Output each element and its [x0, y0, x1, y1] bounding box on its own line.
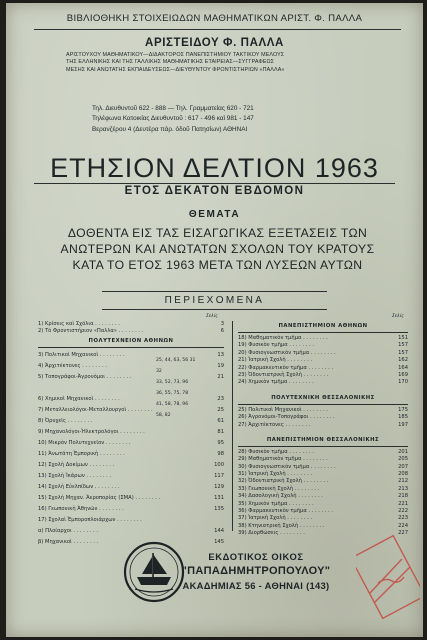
- toc-entry: [238, 493, 408, 500]
- toc-entry-label: 6) Χημικοὶ Μηχανικοὶ . . . . . . . .: [38, 395, 120, 402]
- toc-entry: [238, 515, 408, 522]
- home-phone-line: Τηλέφωνα Κατοικίας Διευθυντοῦ : 617 - 496 καὶ 981 - 147: [92, 115, 254, 123]
- toc-entry: [38, 405, 224, 416]
- toc-section-title: ΠΑΝΕΠΙΣΤΗΜΙΟΝ ΑΘΗΝΩΝ: [278, 323, 368, 329]
- toc-entry: [238, 414, 408, 421]
- toc-entry-label: 28) Φυσικὸν τμῆμα . . . . . . . .: [238, 448, 314, 455]
- themata-heading: ΘΕΜΑΤΑ: [188, 209, 241, 220]
- toc-entry: [38, 460, 224, 471]
- toc-entry-label: 34) Δασολογικὴ Σχολὴ . . . . . . . .: [238, 493, 323, 500]
- toc-section-title: ΠΟΛΥΤΕΧΝΕΙΟΝ ΑΘΗΝΩΝ: [88, 337, 174, 344]
- toc-entry-label: 39) Διορθώσεις . . . . . . . .: [238, 530, 305, 537]
- toc-entry-page: 213: [398, 485, 408, 492]
- toc-entry-page: 170: [398, 379, 408, 386]
- contents-heading: ΠΕΡΙΕΧΟΜΕΝΑ: [164, 295, 265, 306]
- toc-entry-label: 27) Ἀρχιτέκτονες . . . . . . . .: [238, 421, 311, 428]
- toc-entry-label: 4) Ἀρχιτέκτονες . . . . . . . .: [38, 362, 107, 369]
- toc-entry: [38, 471, 224, 482]
- toc-entry-page: 157: [398, 342, 408, 349]
- toc-entry-subpages: 41, 58, 78, 96: [156, 401, 189, 407]
- toc-entry-page: 13: [217, 351, 224, 358]
- toc-entry: [38, 493, 224, 504]
- publisher-address: ΑΚΑΔΗΜΙΑΣ 56 - ΑΘΗΝΑΙ (143): [182, 580, 330, 591]
- toc-entry-page: 185: [398, 414, 408, 421]
- toc-entry-label: 37) Ἰατρικὴ Σχολὴ . . . . . . . .: [238, 515, 313, 522]
- topic-description: [34, 225, 401, 273]
- toc-right-column: [238, 321, 408, 544]
- toc-entry-label: 32) Ὀδοντιατρικὴ Σχολὴ . . . . . . . .: [238, 478, 329, 485]
- toc-entry: [38, 372, 224, 383]
- toc-entry-subpages: 58, 82: [156, 412, 171, 418]
- toc-entry: [238, 501, 408, 508]
- toc-entry-label: 20) Φυσιογνωστικὸν τμῆμα . . . . . . . .: [238, 349, 336, 356]
- toc-left-column: [38, 321, 224, 548]
- toc-entry-label: 1) Κρίσεις καὶ Σχόλια . . . . . . . .: [38, 321, 120, 327]
- toc-entry: [38, 515, 224, 526]
- phone-line: Τηλ. Διευθυντοῦ 622 - 888 — Τηλ. Γραμματείας 620 - 721: [92, 105, 254, 112]
- red-ink-stamp: [356, 533, 420, 623]
- toc-entry-label: 10) Μικρὸν Πολυτεχνεῖον . . . . . . . .: [38, 439, 131, 446]
- toc-entry-subpages: 25, 44, 63, 56 31: [156, 357, 196, 363]
- toc-entry: [38, 427, 224, 438]
- toc-entry-label: 38) Κτηνιατρικὴ Σχολὴ . . . . . . . .: [238, 522, 325, 529]
- toc-entry-label: α) Πλοίαρχοι . . . . . . . .: [38, 527, 99, 534]
- toc-entry: [38, 504, 224, 515]
- toc-entry-page: 212: [398, 478, 408, 485]
- contents-rule-bottom: [102, 309, 327, 310]
- publisher-label: ΕΚΔΟΤΙΚΟΣ ΟΙΚΟΣ: [208, 551, 304, 562]
- toc-entry-page: 117: [214, 472, 224, 479]
- toc-entry-page: 98: [217, 450, 224, 457]
- toc-entry-page: 227: [398, 530, 408, 537]
- toc-entry-label: 24) Χημικὸν τμῆμα . . . . . . . .: [238, 379, 314, 386]
- toc-entry-label: 35) Χημικὸν τμῆμα . . . . . . . .: [238, 500, 314, 507]
- series-title: ΒΙΒΛΙΟΘΗΚΗ ΣΤΟΙΧΕΙΩΔΩΝ ΜΑΘΗΜΑΤΙΚΩΝ ΑΡΙΣΤ. Φ. ΠΑΛΛΑ: [66, 13, 363, 24]
- toc-entry-page: 21: [217, 373, 224, 380]
- toc-entry-label: 36) Φαρμακευτικὸν τμῆμα . . . . . . . .: [238, 508, 334, 515]
- toc-entry-page: 157: [398, 349, 408, 356]
- toc-entry: [238, 464, 408, 471]
- toc-entry-label: 14) Σχολὴ Εὐελπίδων . . . . . . . .: [38, 483, 120, 490]
- toc-entry: [38, 526, 224, 537]
- toc-section-rule: [238, 332, 408, 333]
- toc-entry-subpages: 36, 55, 75, 78: [156, 390, 189, 396]
- toc-entry-label: 26) Ἀγρονόμοι-Τοπογράφοι . . . . . . . .: [238, 414, 335, 421]
- page-column-label-left: Σελίς: [206, 314, 218, 319]
- toc-entry: [38, 350, 224, 361]
- toc-entry-subpages: 33, 52, 73, 96: [156, 379, 189, 385]
- toc-entry: [38, 482, 224, 493]
- toc-entry: [38, 383, 224, 394]
- toc-entry-page: 175: [398, 406, 408, 413]
- toc-entry-page: 207: [398, 463, 408, 470]
- toc-entry-page: 145: [214, 538, 224, 545]
- toc-entry-page: 100: [214, 461, 224, 468]
- toc-entry-label: 2) Τὸ Φροντιστήριον «Παλλα» . . . . . . . .: [38, 328, 144, 335]
- main-title: ΕΤΗΣΙΟΝ ΔΕΛΤΙΟΝ 1963: [50, 153, 379, 183]
- toc-entry-label: 23) Ὀδοντιατρικὴ Σχολὴ . . . . . . . .: [238, 371, 329, 378]
- toc-entry-label: 5) Τοπογράφοι-Ἀγρονόμοι . . . . . . . .: [38, 373, 132, 380]
- toc-entry-page: 151: [398, 335, 408, 341]
- toc-entry: [238, 365, 408, 372]
- toc-entry: [238, 342, 408, 349]
- toc-entry-page: 222: [398, 508, 408, 515]
- toc-entry-page: 6: [220, 328, 224, 335]
- toc-entry: [238, 379, 408, 386]
- topic-line: ΔΟΘΕΝΤΑ ΕΙΣ ΤΑΣ ΕΙΣΑΓΩΓΙΚΑΣ ΕΞΕΤΑΣΕΙΣ ΤΩΝ: [67, 226, 368, 240]
- toc-entry-page: 135: [214, 505, 224, 512]
- credential-line: ΤΗΣ ΕΛΛΗΝΙΚΗΣ ΚΑΙ ΤΗΣ ΓΑΛΛΙΚΗΣ ΜΑΘΗΜΑΤΙΚΗΣ ΕΤΑΙΡΕΙΑΣ—ΣΥΓΓΡΑΦΕΩΣ: [66, 59, 275, 66]
- toc-entry-label: 17) Σχολαὶ Ἐμποροπλοιάρχων . . . . . . . .: [38, 516, 142, 523]
- toc-section-rule: [238, 446, 408, 447]
- toc-entry-label: 33) Γεωπονικὴ Σχολὴ . . . . . . . .: [238, 485, 320, 492]
- toc-entry-label: 7) Μεταλλειολόγοι-Μεταλλουργοὶ . . . . . . . .: [38, 406, 153, 413]
- toc-entry-label: 31) Ἰατρικὴ Σχολὴ . . . . . . . .: [238, 471, 313, 478]
- toc-entry-label: 9) Μηχανολόγοι-Ἠλεκτρολόγοι . . . . . . . .: [38, 428, 145, 435]
- toc-entry: [238, 478, 408, 485]
- toc-entry-page: 197: [398, 421, 408, 428]
- toc-entry-label: 11) Ἀνωτάτη Ἐμπορικὴ . . . . . . . .: [38, 450, 125, 457]
- toc-section-title: ΠΑΝΕΠΙΣΤΗΜΙΟΝ ΘΕΣΣΑΛΟΝΙΚΗΣ: [266, 436, 380, 443]
- author-name: ΑΡΙΣΤΕΙΔΟΥ Φ. ΠΑΛΛΑ: [145, 37, 284, 49]
- toc-entry-label: 21) Ἰατρικὴ Σχολὴ . . . . . . . .: [238, 357, 313, 364]
- publisher-block: [171, 551, 341, 591]
- toc-entry-page: 81: [217, 428, 224, 435]
- top-rule: [34, 29, 401, 30]
- author-credentials: [66, 52, 386, 74]
- toc-entry-page: 144: [214, 527, 224, 534]
- toc-entry-page: 19: [217, 362, 224, 369]
- page-column-label-right: Σελίς: [392, 314, 404, 319]
- topic-line: ΚΑΤΑ ΤΟ ΕΤΟΣ 1963 ΜΕΤΑ ΤΩΝ ΛΥΣΕΩΝ ΑΥΤΩΝ: [72, 258, 363, 272]
- toc-entry: [38, 361, 224, 372]
- toc-entry: [238, 422, 408, 429]
- toc-entry-page: 61: [217, 417, 224, 424]
- toc-entry-label: 13) Σχολὴ Ἰκάρων . . . . . . . .: [38, 472, 112, 479]
- contact-info: [92, 104, 392, 135]
- toc-entry-page: 201: [398, 448, 408, 455]
- toc-entry-label: β) Μηχανικοὶ . . . . . . . .: [38, 538, 99, 545]
- toc-entry-page: 208: [398, 471, 408, 478]
- toc-entry-label: 3) Πολιτικοὶ Μηχανικοὶ . . . . . . . .: [38, 351, 125, 358]
- toc-entry: [38, 328, 224, 335]
- toc-entry-label: 15) Σχολὴ Μηχαν. Ἀεροπορίας (ΣΜΑ) . . . . . . . .: [38, 494, 161, 501]
- toc-entry-label: 25) Πολιτικοὶ Μηχανικοὶ . . . . . . . .: [238, 406, 328, 413]
- credential-line: ΑΡΙΣΤΟΥΧΟΥ ΜΑΘΗΜΑΤΙΚΟΥ—ΔΙΔΑΚΤΟΡΟΣ ΠΑΝΕΠΙΣΤΗΜΙΟΥ ΤΑΚΤΙΚΟΥ ΜΕΛΟΥΣ: [66, 52, 285, 58]
- toc-entry-label: 18) Μαθηματικὸν τμῆμα . . . . . . . .: [238, 335, 328, 341]
- toc-entry-label: 29) Μαθηματικὸν τμῆμα . . . . . . . .: [238, 456, 328, 463]
- topic-line: ΑΝΩΤΕΡΩΝ ΚΑΙ ΑΝΩΤΑΤΩΝ ΣΧΟΛΩΝ ΤΟΥ ΚΡΑΤΟΥΣ: [60, 242, 375, 256]
- toc-divider: [232, 321, 233, 531]
- toc-entry-page: 162: [398, 357, 408, 364]
- toc-entry: [38, 394, 224, 405]
- credential-line: ΜΕΣΗΣ ΚΑΙ ΑΝΩΤΑΤΗΣ ΕΚΠΑΙΔΕΥΣΕΩΣ—ΔΙΕΥΘΥΝΤΟΥ ΦΡΟΝΤΙΣΤΗΡΙΩΝ «ΠΑΛΛΑ»: [66, 66, 285, 73]
- toc-entry: [38, 438, 224, 449]
- toc-section-title: ΠΟΛΥΤΕΧΝΙΚΗ ΘΕΣΣΑΛΟΝΙΚΗΣ: [271, 394, 375, 401]
- toc-entry: [38, 449, 224, 460]
- toc-entry: [238, 357, 408, 364]
- toc-entry-page: 129: [214, 483, 224, 490]
- toc-entry-page: 169: [398, 371, 408, 378]
- toc-entry-page: 95: [217, 439, 224, 446]
- toc-entry-page: 218: [398, 493, 408, 500]
- toc-section-rule: [38, 347, 224, 348]
- toc-entry-label: 22) Φαρμακευτικὸν τμῆμα . . . . . . . .: [238, 364, 334, 371]
- toc-entry-page: 23: [217, 395, 224, 402]
- toc-entry-page: 131: [214, 494, 224, 501]
- toc-entry-page: 164: [398, 364, 408, 371]
- toc-section-rule: [238, 404, 408, 405]
- toc-entry-page: 25: [217, 406, 224, 413]
- toc-entry-label: 30) Φυσιογνωστικὸν τμῆμα . . . . . . . .: [238, 463, 336, 470]
- toc-entry-subpages: 32: [156, 368, 162, 374]
- toc-entry-page: 224: [398, 522, 408, 529]
- toc-entry: [238, 456, 408, 463]
- address-line: Βερανζέρου 4 (Δευτέρα πάρ. ὁδοῦ Πατησίων) ΑΘΗΝΑΙ: [92, 125, 248, 133]
- contents-rule-top: [102, 291, 327, 292]
- subtitle: ΕΤΟΣ ΔΕΚΑΤΟΝ ΕΒΔΟΜΟΝ: [124, 185, 305, 197]
- toc-entry-page: 3: [220, 321, 224, 327]
- toc-entry-label: 19) Φυσικὸν τμῆμα . . . . . . . .: [238, 342, 314, 349]
- toc-entry-page: 205: [398, 456, 408, 463]
- toc-entry-page: 221: [398, 500, 408, 507]
- toc-entry-page: 223: [398, 515, 408, 522]
- toc-entry-label: 8) Ὀρυχεῖς . . . . . . . .: [38, 417, 93, 424]
- publisher-name: "ΠΑΠΑΔΗΜΗΤΡΟΠΟΥΛΟΥ": [181, 565, 331, 577]
- toc-entry: [38, 416, 224, 427]
- toc-entry-label: 12) Σχολὴ Δοκίμων . . . . . . . .: [38, 461, 115, 468]
- title-rule: [34, 183, 395, 184]
- book-cover: [6, 3, 423, 637]
- toc-entry-label: 16) Γεωπονικὴ Ἀθηνῶν . . . . . . . .: [38, 505, 124, 512]
